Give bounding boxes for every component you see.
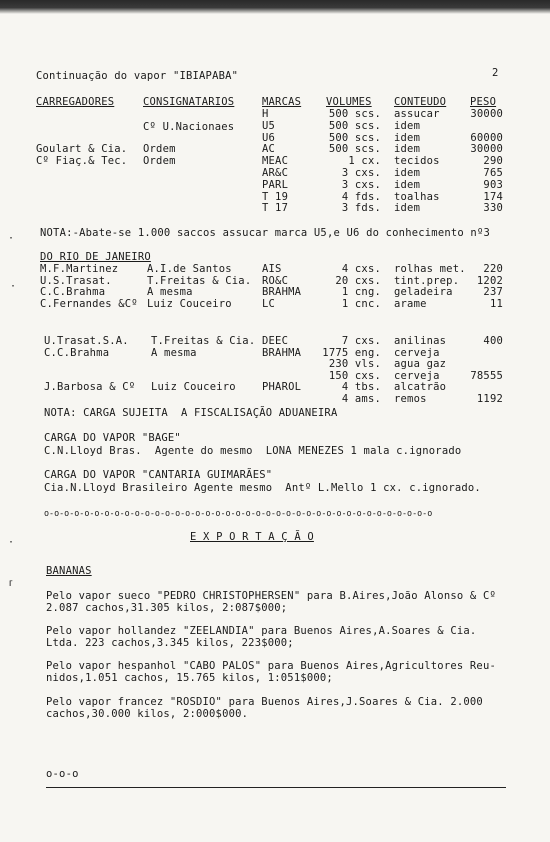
rio-row-consignatario-cell: Luiz Couceiro — [147, 297, 232, 310]
rio2-row-peso-cell: 78555 — [470, 369, 503, 382]
top-row-marca-cell: PARL — [262, 178, 289, 191]
rio-row-marca-cell: AIS — [262, 263, 282, 275]
rio-row-peso-cell: 237 — [483, 286, 503, 298]
rio2-row-carregador-cell: J.Barbosa & Cº — [44, 381, 136, 394]
top-row-conteudo-cell: toalhas — [394, 190, 440, 203]
margin-mark: ᴦ — [8, 578, 15, 589]
footer-rule — [46, 787, 506, 788]
rio2-row-volume-cell: 1775 eng. — [322, 346, 381, 359]
top-row-volume-cell: 500 scs. — [328, 108, 381, 120]
rio2-row-volume-cell: 7 cxs. — [341, 335, 381, 347]
rio2-row-peso-cell: 400 — [483, 335, 503, 347]
rio2-row-marca-cell: DEEC — [262, 335, 289, 347]
rio2-row-consignatario-cell: Luiz Couceiro — [151, 381, 236, 394]
rio-row-volume-cell: 20 cxs. — [335, 274, 381, 287]
rio-row-volume-cell: 1 cnc. — [341, 297, 381, 310]
top-row-peso-cell: 174 — [483, 190, 503, 203]
rio2-row-conteudo-cell: alcatrão — [394, 381, 447, 394]
header-consignatarios: CONSIGNATARIOS — [143, 96, 235, 108]
rio-row-conteudo-cell: tint.prep. — [394, 274, 460, 287]
rio-row-carregador-cell: U.S.Trasat. — [40, 274, 112, 287]
top-row-volume-cell: 3 cxs. — [341, 178, 381, 191]
rio-row-conteudo-cell: rolhas met. — [394, 263, 466, 275]
rio2-row-carregador-cell: U.Trasat.S.A. — [44, 335, 129, 347]
rio-row-carregador-cell: C.C.Brahma — [40, 286, 106, 298]
rio-row-consignatario-cell: A mesma — [147, 286, 193, 298]
rio-row-conteudo-cell: geladeira — [394, 286, 453, 298]
rio2-row-conteudo-cell: cerveja — [394, 346, 440, 359]
top-row-volume-cell: 1 cx. — [348, 155, 381, 168]
export-paragraph-1: Pelo vapor sueco "PEDRO CHRISTOPHERSEN" para B.Aires,João Alonso & Cº 2.087 cachos,31.305 kilos, 2:087$000; — [46, 590, 496, 614]
top-row-conteudo-cell: tecidos — [394, 155, 440, 168]
margin-mark: · — [8, 537, 15, 548]
rio-row-volume-cell: 1 cng. — [341, 286, 381, 298]
top-row-conteudo-cell: assucar — [394, 108, 440, 120]
top-row-marca-cell: T 19 — [262, 190, 289, 203]
top-row-conteudo-cell: idem — [394, 143, 421, 156]
rio2-row-volume-cell: 4 tbs. — [341, 381, 381, 394]
header-peso: PESO — [470, 96, 497, 108]
top-row-conteudo-cell: idem — [394, 178, 421, 191]
separator-line: o-o-o-o-o-o-o-o-o-o-o-o-o-o-o-o-o-o-o-o-o-o-o-o-o-o-o-o-o-o-o-o-o-o-o-o-o-o-o — [44, 508, 433, 518]
top-row-marca-cell: AC — [262, 143, 276, 156]
top-row-volume-cell: 4 fds. — [341, 190, 381, 203]
page-number: 2 — [492, 67, 499, 79]
top-row-peso-cell: 30000 — [470, 143, 503, 156]
margin-mark: · — [10, 281, 17, 292]
document-title: Continuação do vapor "IBIAPABA" — [36, 70, 239, 82]
rio-row-peso-cell: 1202 — [476, 274, 503, 287]
top-row-peso-cell: 903 — [483, 178, 503, 191]
top-row-peso-cell: 765 — [483, 167, 503, 179]
top-row-consignatario-cell: Ordem — [143, 143, 176, 156]
rio2-row-consignatario-cell: T.Freitas & Cia. — [151, 335, 256, 347]
rio2-row-volume-cell: 230 vls. — [328, 358, 381, 371]
top-row-conteudo-cell: idem — [394, 202, 421, 215]
top-row-volume-cell: 3 cxs. — [341, 167, 381, 179]
top-row-marca-cell: T 17 — [262, 202, 289, 215]
top-row-volume-cell: 500 scs. — [328, 143, 381, 156]
baguy-title: CARGA DO VAPOR "BAGE" — [44, 432, 181, 444]
rio-row-peso-cell: 11 — [489, 297, 503, 310]
header-carregadores: CARREGADORES — [36, 96, 115, 108]
top-row-volume-cell: 500 scs. — [328, 119, 381, 132]
rio-row-peso-cell: 220 — [483, 263, 503, 275]
rio-row-carregador-cell: M.F.Martinez — [40, 263, 119, 275]
consignee-line: Cº U.Nacionaes — [143, 121, 235, 133]
top-row-marca-cell: H — [262, 108, 269, 120]
top-row-marca-cell: AR&C — [262, 167, 289, 179]
footer-mark: o-o-o — [46, 768, 79, 780]
top-row-carregador-cell: Cº Fiaç.& Tec. — [36, 155, 128, 168]
rio2-row-conteudo-cell: cerveja — [394, 369, 440, 382]
rio-row-marca-cell: LC — [262, 297, 276, 310]
rio2-row-conteudo-cell: remos — [394, 393, 427, 405]
rio-row-carregador-cell: C.Fernandes &Cº — [40, 297, 138, 310]
rio2-row-conteudo-cell: anilinas — [394, 335, 447, 347]
header-conteudo: CONTEUDO — [394, 96, 447, 108]
rio-row-marca-cell: BRAHMA — [262, 286, 302, 298]
rio2-row-marca-cell: PHAROL — [262, 381, 302, 394]
top-row-volume-cell: 3 fds. — [341, 202, 381, 215]
top-row-volume-cell: 500 scs. — [328, 131, 381, 144]
rio2-row-marca-cell: BRAHMA — [262, 346, 302, 359]
rio-row-marca-cell: RO&C — [262, 274, 289, 287]
top-row-conteudo-cell: idem — [394, 167, 421, 179]
cantaria-title: CARGA DO VAPOR "CANTARIA GUIMARÃES" — [44, 469, 273, 481]
header-marcas: MARCAS — [262, 96, 302, 108]
scan-top-edge — [0, 0, 550, 14]
rio2-row-consignatario-cell: A mesma — [151, 346, 197, 359]
top-row-conteudo-cell: idem — [394, 131, 421, 144]
cantaria-line: Cia.N.Lloyd Brasileiro Agente mesmo Antº L.Mello 1 cx. c.ignorado. — [44, 482, 481, 494]
top-row-peso-cell: 330 — [483, 202, 503, 215]
rio-row-consignatario-cell: A.I.de Santos — [147, 263, 232, 275]
top-row-consignatario-cell: Ordem — [143, 155, 176, 168]
top-row-marca-cell: U5 — [262, 119, 276, 132]
header-volumes: VOLUMES — [326, 96, 372, 108]
rio2-row-conteudo-cell: agua gaz — [394, 358, 447, 371]
rio-row-conteudo-cell: arame — [394, 297, 427, 310]
top-row-marca-cell: U6 — [262, 131, 276, 144]
rio2-row-volume-cell: 150 cxs. — [328, 369, 381, 382]
rio-row-volume-cell: 4 cxs. — [341, 263, 381, 275]
rio-header: DO RIO DE JANEIRO — [40, 251, 151, 263]
top-row-peso-cell: 30000 — [470, 108, 503, 120]
top-row-peso-cell: 290 — [483, 155, 503, 168]
rio2-row-carregador-cell: C.C.Brahma — [44, 346, 110, 359]
top-row-peso-cell: 60000 — [470, 131, 503, 144]
export-paragraph-4: Pelo vapor francez "ROSDIO" para Buenos Aires,J.Soares & Cia. 2.000 cachos,30.000 kilos, 2:000$000. — [46, 696, 483, 720]
bananas-title: BANANAS — [46, 565, 92, 577]
margin-mark: · — [8, 233, 15, 244]
export-paragraph-2: Pelo vapor hollandez "ZEELANDIA" para Buenos Aires,A.Soares & Cia. Ltda. 223 cachos,3.345 kilos, 223$000; — [46, 625, 477, 649]
nota-abatimento: NOTA:-Abate-se 1.000 saccos assucar marca U5,e U6 do conhecimento nº3 — [40, 227, 490, 239]
nota-aduaneira: NOTA: CARGA SUJEITA A FISCALISAÇÃO ADUANEIRA — [44, 407, 338, 419]
export-paragraph-3: Pelo vapor hespanhol "CABO PALOS" para Buenos Aires,Agricultores Reu- nidos,1.051 cachos, 15.765 kilos, 1:051$000; — [46, 660, 496, 684]
top-row-carregador-cell: Goulart & Cia. — [36, 143, 128, 156]
rio-row-consignatario-cell: T.Freitas & Cia. — [147, 274, 252, 287]
top-row-marca-cell: MEAC — [262, 155, 289, 168]
baguy-line: C.N.Lloyd Bras. Agente do mesmo LONA MENEZES 1 mala c.ignorado — [44, 445, 462, 457]
export-title: E X P O R T A Ç Ã O — [190, 531, 314, 543]
top-row-conteudo-cell: idem — [394, 119, 421, 132]
rio2-row-peso-cell: 1192 — [476, 393, 503, 405]
rio2-row-volume-cell: 4 ams. — [341, 393, 381, 405]
